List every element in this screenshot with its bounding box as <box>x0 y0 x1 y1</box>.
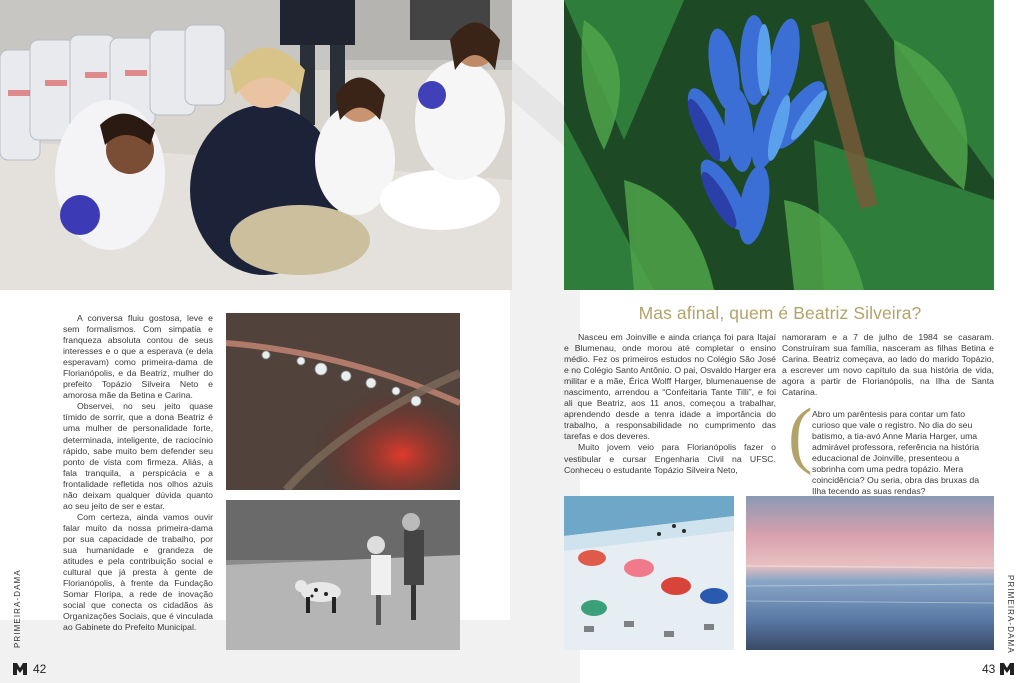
photo-children-with-beatriz <box>0 0 512 290</box>
photo-sand-sculptures <box>226 500 460 650</box>
section-label-right: PRIMEIRA-DAMA <box>1006 575 1015 654</box>
magazine-logo-icon <box>1000 663 1014 675</box>
paragraph: Com certeza, ainda vamos ouvir falar muito da nossa primeira-dama por sua capacidade de trabalho, por sua humanidade e grandeza de atitudes e pela contribuição social e cultural que já presta à gente de Florianópolis, à frente da Fundação Somar Floripa, a rede de inovação social que conecta os cidadãos às Organizações Sociais, que é vinculada ao Gabinete do Prefeito Municipal. <box>63 511 213 633</box>
photo-blue-bananas <box>564 0 994 290</box>
photo-water-droplets <box>226 313 460 490</box>
section-label-left: PRIMEIRA-DAMA <box>13 569 22 648</box>
right-article-column-2 <box>782 332 994 398</box>
paragraph: Observei, no seu jeito quase tímido de sorrir, que a dona Beatriz é uma mulher de personalidade forte, determinada, inteligente, de raciocínio rápido, sabe muito bem defender seu ponto de vista com firmeza. Aliás, a fala tranquila, a perspicácia e a frontalidade refletida nos olhos azuis não deixam qualquer dúvida quanto ao seu jeito de ser e estar. <box>63 401 213 511</box>
page-number-left: 42 <box>33 662 47 676</box>
paragraph: namoraram e a 7 de julho de 1984 se casaram. Construíram sua família, nasceram as filhas Betina e Carina. Beatriz começava, ao lado do marido Topázio, a escrever um novo capítulo da sua história de vida, agora a partir de Florianópolis, na Ilha de Santa Catarina. <box>782 332 994 398</box>
article-headline: Mas afinal, quem é Beatriz Silveira? <box>638 303 922 323</box>
photo-beach-umbrellas <box>564 496 734 650</box>
aside-text <box>812 409 994 497</box>
paragraph: Abro um parêntesis para contar um fato curioso que vale o registro. No dia do seu batismo, a tia-avó Anne Maria Harger, uma admirável professora, referência na história educacional de Joinville, presenteou a sobrinha com uma pedra topázio. Mera coincidência? Ou seria, obra das bruxas da Ilha tecendo as suas rendas? <box>812 409 980 497</box>
paragraph: Muito jovem veio para Florianópolis fazer o vestibular e cursar Engenharia Civil na UFSC. Conheceu o estudante Topázio Silveira Neto, <box>564 442 776 475</box>
paragraph: A conversa fluiu gostosa, leve e sem formalismos. Com simpatia e franqueza absoluta contou de seus interesses e o que a esperava (e dela esperavam) como primeira-dama de Florianópolis, e da Beatriz, mulher do prefeito Topázio Silveira Neto e amorosa mãe da Betina e Carina. <box>63 313 213 401</box>
photo-sunset-sea <box>746 496 994 650</box>
page-number-right: 43 <box>982 662 996 676</box>
left-article-column <box>63 313 213 633</box>
decorative-parenthesis: ( <box>788 394 813 476</box>
paragraph: Nasceu em Joinville e ainda criança foi para Itajaí e Blumenau, onde morou até completar o ensino médio. Fez os primeiros estudos no Colégio São José e no Colégio Santo Antônio. O pai, Osvaldo Harger era militar e a mãe, Érica Wolff Harger, blumenauense de nascimento, arrendou a “Confeitaria Tante Tilli”, e foi ali que Beatriz, aos 11 anos, começou a trabalhar, aprendendo desde a tenra idade a importância do trabalho, a responsabilidade no cumprimento das tarefas e dos deveres. <box>564 332 776 442</box>
magazine-logo-icon <box>13 663 27 675</box>
right-article-column-1 <box>564 332 776 476</box>
